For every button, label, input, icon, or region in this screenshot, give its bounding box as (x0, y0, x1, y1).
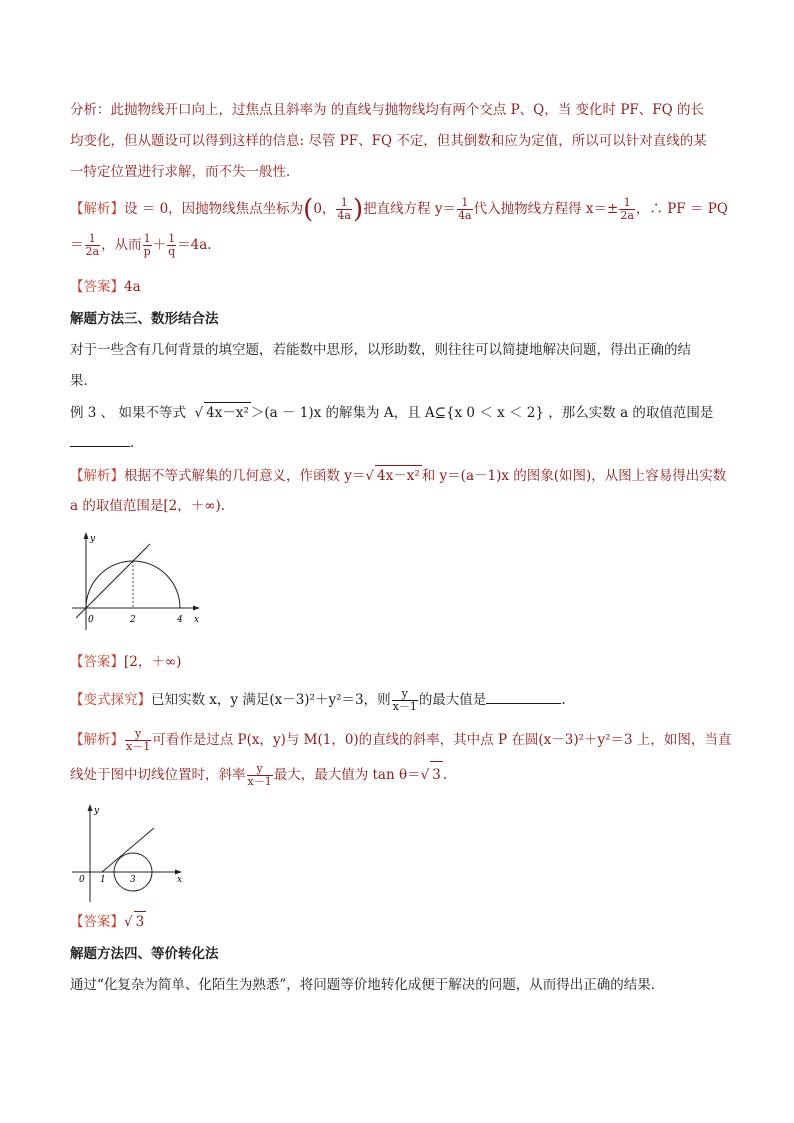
fraction-pf (85, 233, 101, 258)
y-axis-arrow (84, 532, 89, 539)
fraction-slope (247, 763, 273, 788)
answer-bracket: 【答案】 (70, 914, 124, 930)
tick-label-2: 2 (130, 615, 136, 625)
solution-2-line-2: a 的取值范围是[2，＋∞). (70, 498, 225, 514)
paren-left: ( (303, 194, 314, 225)
point-text: 0， (313, 201, 336, 217)
solution-text: 根据不等式解集的几何意义，作函数 y＝ (124, 468, 366, 484)
semicircle-graph (68, 530, 208, 635)
solution-text: ＝ (70, 237, 84, 253)
fraction-denominator: x－1 (392, 700, 417, 713)
x-axis-arrow (175, 870, 182, 875)
answer-blank (486, 691, 561, 704)
fraction-numerator: y (125, 728, 151, 741)
fraction-denominator: x－1 (247, 775, 272, 788)
fraction-denominator: 4a (458, 209, 472, 222)
solution-1-line-1 (70, 196, 728, 223)
answer-value: [2，＋∞) (124, 654, 182, 670)
fraction-slope (392, 688, 418, 713)
fraction-line (457, 197, 473, 222)
tick-label-1: 1 (100, 875, 106, 885)
solution-text: 可看作是过点 P(x，y)与 M(1，0)的直线的斜率，其中点 P 在圆(x－3)²＋y²＝3 上，如图，当直 (152, 732, 732, 748)
example-text: ＞(a － 1)x 的解集为 A，且 A⊆{x 0 ＜ x ＜ 2} ，那么实数 a 的取值范围是 (250, 405, 714, 421)
intro-4-line-1: 通过“化复杂为简单、化陌生为熟悉”，将问题等价地转化成便于解决的问题，从而得出正确的结果． (70, 977, 665, 993)
example-3-line-2 (70, 433, 144, 453)
solution-text: ＝4a. (177, 237, 212, 253)
variant-text: 已知实数 x，y 满足(x－3)²＋y²＝3，则 (151, 692, 391, 708)
answer-bracket: 【答案】 (70, 654, 124, 670)
solution-text: . (442, 767, 448, 783)
x-axis-label: x (194, 615, 200, 625)
plus-sign: ＋ (152, 237, 167, 253)
solution-bracket: 【解析】 (70, 732, 124, 748)
solution-bracket: 【解析】 (70, 201, 124, 217)
solution-text: 把直线方程 y＝ (363, 201, 457, 217)
solution-text: ，从而 (101, 237, 142, 253)
tick-label-4: 4 (177, 615, 183, 625)
fraction-denominator: q (168, 245, 176, 258)
example-3-line-1: 例 3 、 如果不等式 √ 4x－x² ＞(a － 1)x 的解集为 A，且 A⊆{x 0 ＜ x ＜ 2} ，那么实数 a 的取值范围是 (70, 402, 713, 423)
fraction-numerator: 1 (143, 232, 151, 245)
fraction-numerator: y (247, 763, 273, 776)
method-4-title: 解题方法四、等价转化法 (70, 946, 219, 962)
circle-tangent-graph (68, 802, 188, 904)
solution-3-line-1 (70, 727, 731, 753)
y-axis-label: y (94, 806, 100, 816)
analysis-line-2: 均变化，但从题设可以得到这样的信息: 尽管 PF、FQ 不定，但其倒数和应为定值，所以可以针对直线的某 (70, 133, 707, 149)
x-axis-label: x (177, 875, 183, 885)
y-axis-arrow (88, 804, 93, 811)
fraction-numerator: 1 (336, 197, 352, 210)
fraction-numerator: 1 (85, 233, 101, 246)
answer-blank (70, 434, 130, 447)
line-y-eq-a-minus-1-x (76, 544, 150, 618)
fraction-denominator: 2a (85, 245, 100, 258)
fraction-numerator: 1 (619, 197, 635, 210)
fraction-denominator: 4a (337, 209, 351, 222)
tangent-line (102, 828, 154, 872)
x-axis-arrow (193, 606, 200, 611)
analysis-line-3: 一特定位置进行求解，而不失一般性． (70, 164, 300, 180)
paren-right: ) (352, 194, 364, 225)
sqrt-expression: 4x－x² (375, 465, 422, 486)
variant-end: . (561, 692, 566, 708)
method-3-title: 解题方法三、数形结合法 (70, 311, 219, 327)
solution-text: ，∴ PF ＝ PQ (635, 201, 728, 217)
fraction-q (167, 233, 176, 258)
fraction-numerator: y (392, 688, 418, 701)
solution-3-line-2: 线处于图中切线位置时，斜率 $\frac{y}{x-1}$ 最大，最大值为 tan θ＝√ 3 . (70, 762, 448, 788)
variant-text: 的最大值是 (418, 692, 487, 708)
answer-2 (70, 652, 181, 672)
tick-label-3: 3 (130, 875, 136, 885)
answer-value: 3 (134, 911, 147, 932)
answer-bracket: 【答案】 (70, 279, 124, 295)
origin-label: 0 (79, 875, 85, 885)
fraction-x (619, 197, 635, 222)
fraction-numerator: 1 (457, 197, 473, 210)
sqrt-expression: 4x－x² (204, 402, 251, 423)
intro-3-line-2: 果． (70, 373, 97, 389)
variant-bracket: 【变式探究】 (70, 692, 151, 708)
answer-1 (70, 277, 141, 297)
fraction-denominator: p (143, 245, 151, 258)
solution-bracket: 【解析】 (70, 468, 124, 484)
origin-label: 0 (88, 615, 94, 625)
solution-1-line-2 (70, 232, 212, 258)
example-end: ． (130, 435, 144, 451)
fraction-denominator: 2a (620, 209, 634, 222)
analysis-line-1: 分析：此抛物线开口向上，过焦点且斜率为 的直线与抛物线均有两个交点 P、Q，当 变化时 PF、FQ 的长 (70, 102, 704, 118)
sqrt-expression: 3 (430, 761, 443, 788)
example-label: 例 3 、 如果不等式 (70, 405, 186, 421)
solution-2-line-1: 【解析】根据不等式解集的几何意义，作函数 y＝√ 4x－x² 和 y＝(a－1)x 的图象(如图)，从图上容易得出实数 (70, 465, 726, 486)
solution-text: 最大，最大值为 tan θ＝ (273, 767, 421, 783)
answer-3: 【答案】√ 3 (70, 911, 146, 932)
solution-text: 和 y＝(a－1)x 的图象(如图)，从图上容易得出实数 (421, 468, 727, 484)
fraction-focus (336, 197, 352, 222)
variant-question (70, 687, 566, 713)
solution-text: 代入抛物线方程得 x＝± (473, 201, 619, 217)
fraction-p (143, 233, 152, 258)
fraction-slope (125, 728, 151, 753)
solution-text: 设 ＝ 0，因抛物线焦点坐标为 (124, 201, 304, 217)
y-axis-label: y (90, 534, 96, 544)
fraction-denominator: x－1 (126, 740, 151, 753)
answer-value: 4a (124, 279, 141, 295)
intro-3-line-1: 对于一些含有几何背景的填空题，若能数中思形，以形助数，则往往可以简捷地解决问题，得出正确的结 (70, 342, 691, 358)
semicircle-curve (86, 561, 180, 608)
solution-text: 线处于图中切线位置时，斜率 (70, 767, 246, 783)
fraction-numerator: 1 (168, 232, 176, 245)
